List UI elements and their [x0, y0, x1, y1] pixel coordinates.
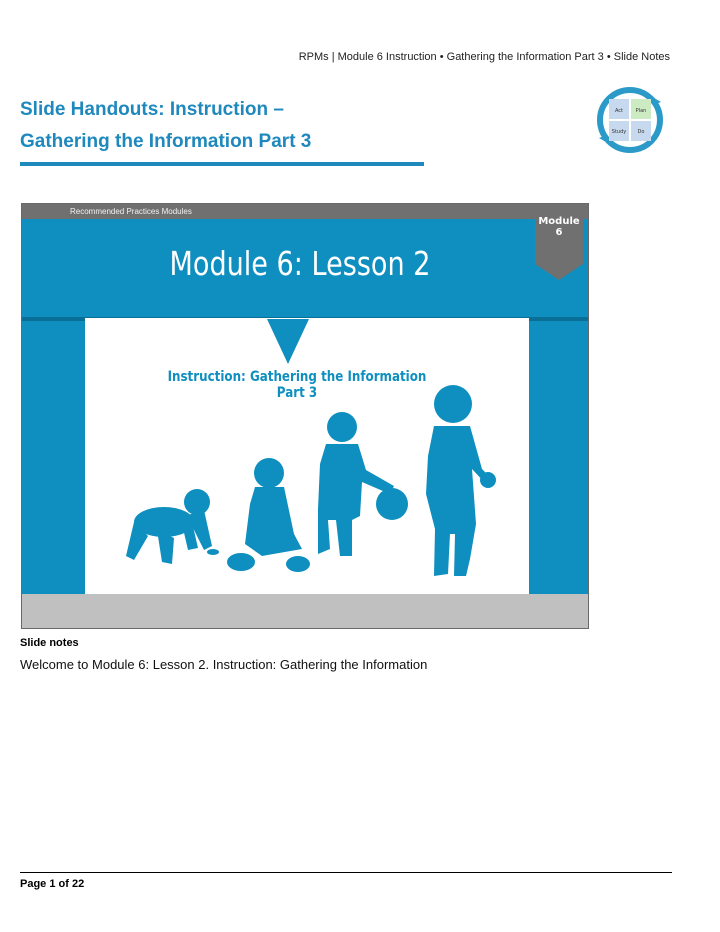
title-line-2: Gathering the Information Part 3 — [20, 131, 312, 152]
slide-topbar: Recommended Practices Modules — [22, 204, 588, 219]
title-line-1: Slide Handouts: Instruction – — [20, 99, 284, 120]
quadrant-label: Study — [611, 129, 627, 135]
slide-notes-label: Slide notes — [20, 637, 79, 649]
badge-line-2: 6 — [555, 227, 563, 238]
slide-subtitle — [157, 369, 438, 401]
badge-line-1: Module — [538, 216, 580, 227]
pdsa-cycle-logo — [594, 84, 666, 156]
quadrant-label: Act — [614, 108, 624, 114]
toddler-with-ball-silhouette — [318, 412, 408, 556]
page-number: Page 1 of 22 — [20, 878, 85, 890]
running-header: RPMs | Module 6 Instruction • Gathering the Information Part 3 • Slide Notes — [298, 51, 670, 63]
slide-notes-text: Welcome to Module 6: Lesson 2. Instruction: Gathering the Information — [20, 657, 428, 672]
subtitle-line-1: Instruction: Gathering the Information — [167, 369, 427, 385]
slide-main-title: Module 6: Lesson 2 — [169, 244, 431, 283]
quadrant-label: Do — [637, 129, 645, 135]
document-title — [20, 94, 424, 166]
sitting-baby-silhouette — [227, 458, 310, 572]
subtitle-line-2: Part 3 — [276, 385, 318, 401]
quadrant-label: Plan — [635, 108, 647, 114]
crawling-baby-silhouette — [126, 489, 219, 564]
standing-child-silhouette — [426, 385, 496, 576]
pointer-icon — [267, 319, 309, 364]
children-silhouettes — [22, 204, 589, 629]
footer-divider — [20, 872, 672, 873]
slide-thumbnail — [21, 203, 589, 629]
